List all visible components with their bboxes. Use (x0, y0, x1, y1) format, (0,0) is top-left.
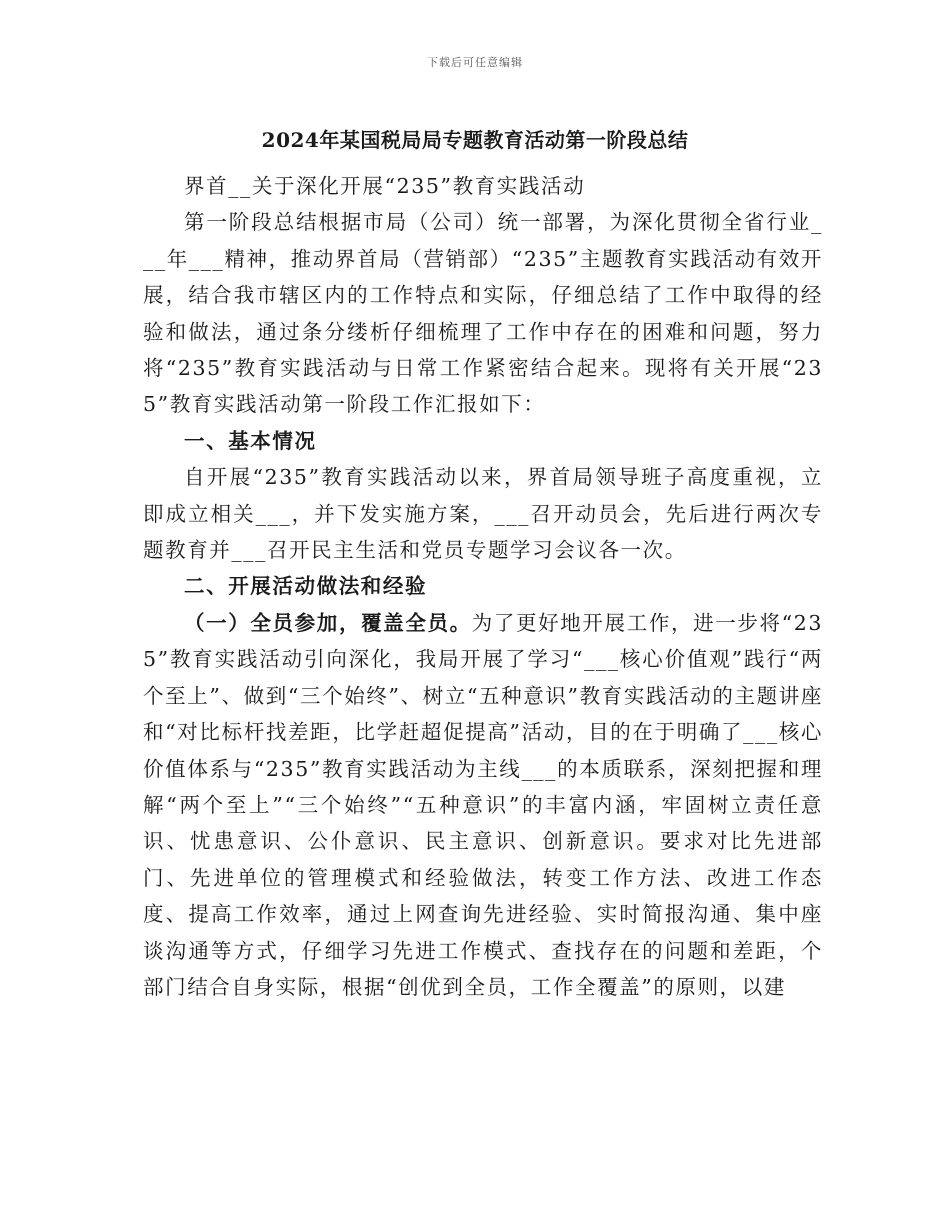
header-note: 下载后可任意编辑 (427, 56, 523, 69)
intro-paragraph: 第一阶段总结根据市局（公司）统一部署，为深化贯彻全省行业___年___精神，推动界首局（营销部）“235”主题教育实践活动有效开展，结合我市辖区内的工作特点和实际，仔细总结了工作中取得的经验和做法，通过条分缕析仔细梳理了工作中存在的困难和问题，努力将“235”教育实践活动与日常工作紧密结合起来。现将有关开展“235”教育实践活动第一阶段工作汇报如下： (143, 210, 823, 417)
document-title: 2024年某国税局局专题教育活动第一阶段总结 (261, 128, 689, 152)
section-basic-paragraph: 自开展“235”教育实践活动以来，界首局领导班子高度重视，立即成立相关___，并下发实施方案，___召开动员会，先后进行两次专题教育并___召开民主生活和党员专题学习会议各一次。 (143, 465, 823, 563)
section-heading-methods: 二、开展活动做法和经验 (184, 574, 428, 599)
section-methods-paragraph (143, 605, 823, 1005)
subsection-text: 为了更好地开展工作，进一步将“235”教育实践活动引向深化，我局开展了学习“___核心价值观”践行“两个至上”、做到“三个始终”、树立“五种意识”教育实践活动的主题讲座和“对比标杆找差距，比学赶超促提高”活动，目的在于明确了___核心价值体系与“235”教育实践活动为主线___的本质联系，深刻把握和理解“两个至上”“三个始终”“五种意识”的丰富内涵，牢固树立责任意识、忧患意识、公仆意识、民主意识、创新意识。要求对比先进部门、先进单位的管理模式和经验做法，转变工作方法、改进工作态度、提高工作效率，通过上网查询先进经验、实时简报沟通、集中座谈沟通等方式，仔细学习先进工作模式、查找存在的问题和差距，个部门结合自身实际，根据“创优到全员，工作全覆盖”的原则，以建 (143, 610, 823, 999)
section-heading-basic: 一、基本情况 (184, 428, 317, 453)
document-body (143, 168, 823, 1005)
intro-line: 界首__关于深化开展“235”教育实践活动 (184, 174, 586, 198)
subsection-lead: （一）全员参加，覆盖全员。 (184, 610, 472, 635)
